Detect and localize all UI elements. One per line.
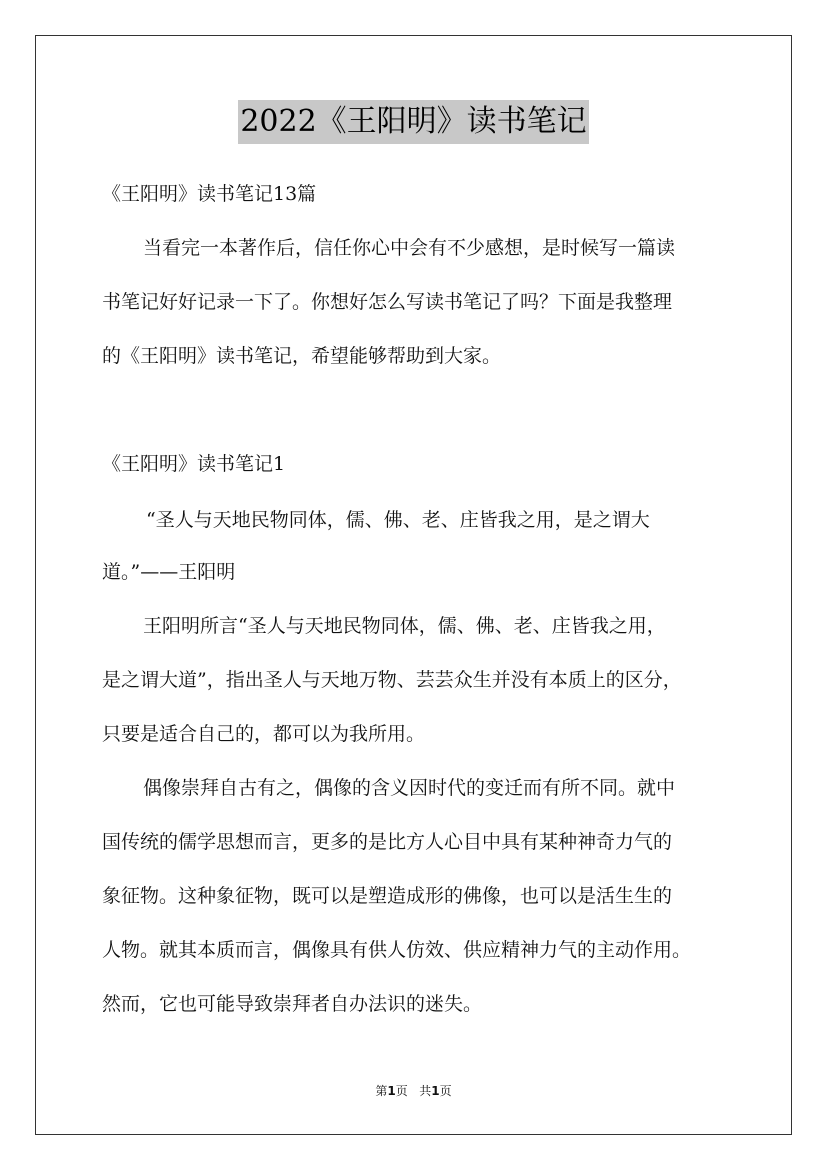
paragraph-line: 象征物。这种象征物，既可以是塑造成形的佛像，也可以是活生生的 [102,885,673,907]
page-number: 1 [387,1084,396,1098]
title-container [0,100,827,144]
quote-line: 道。”——王阳明 [102,561,236,583]
paragraph-line: 当看完一本著作后，信任你心中会有不少感想，是时候写一篇读 [143,237,676,259]
page-unit: 页 [395,1084,408,1098]
total-prefix: 共 [419,1084,432,1098]
page-footer [0,1082,827,1100]
paragraph-line: 人物。就其本质而言，偶像具有供人仿效、供应精神力气的主动作用。 [102,939,692,961]
paragraph-line: 的《王阳明》读书笔记，希望能够帮助到大家。 [102,345,502,367]
page-prefix: 第 [375,1084,388,1098]
paragraph-line: 国传统的儒学思想而言，更多的是比方人心目中具有某种神奇力气的 [102,831,673,853]
paragraph-line: 王阳明所言“圣人与天地民物同体，儒、佛、老、庄皆我之用， [143,615,666,637]
paragraph-line: 偶像崇拜自古有之，偶像的含义因时代的变迁而有所不同。就中 [143,777,676,799]
section-heading-intro: 《王阳明》读书笔记13篇 [102,183,317,205]
paragraph-line: 书笔记好好记录一下了。你想好怎么写读书笔记了吗？下面是我整理 [102,291,673,313]
paragraph-line: 然而，它也可能导致崇拜者自办法识的迷失。 [102,993,483,1015]
document-title: 2022《王阳明》读书笔记 [238,100,588,144]
total-unit: 页 [439,1084,452,1098]
paragraph-line: 只要是适合自己的，都可以为我所用。 [102,723,426,745]
section-heading-1: 《王阳明》读书笔记1 [102,453,286,475]
paragraph-line: 是之谓大道”，指出圣人与天地万物、芸芸众生并没有本质上的区分， [102,669,682,691]
total-pages: 1 [431,1084,440,1098]
quote-line: “圣人与天地民物同体，儒、佛、老、庄皆我之用，是之谓大 [146,509,650,531]
